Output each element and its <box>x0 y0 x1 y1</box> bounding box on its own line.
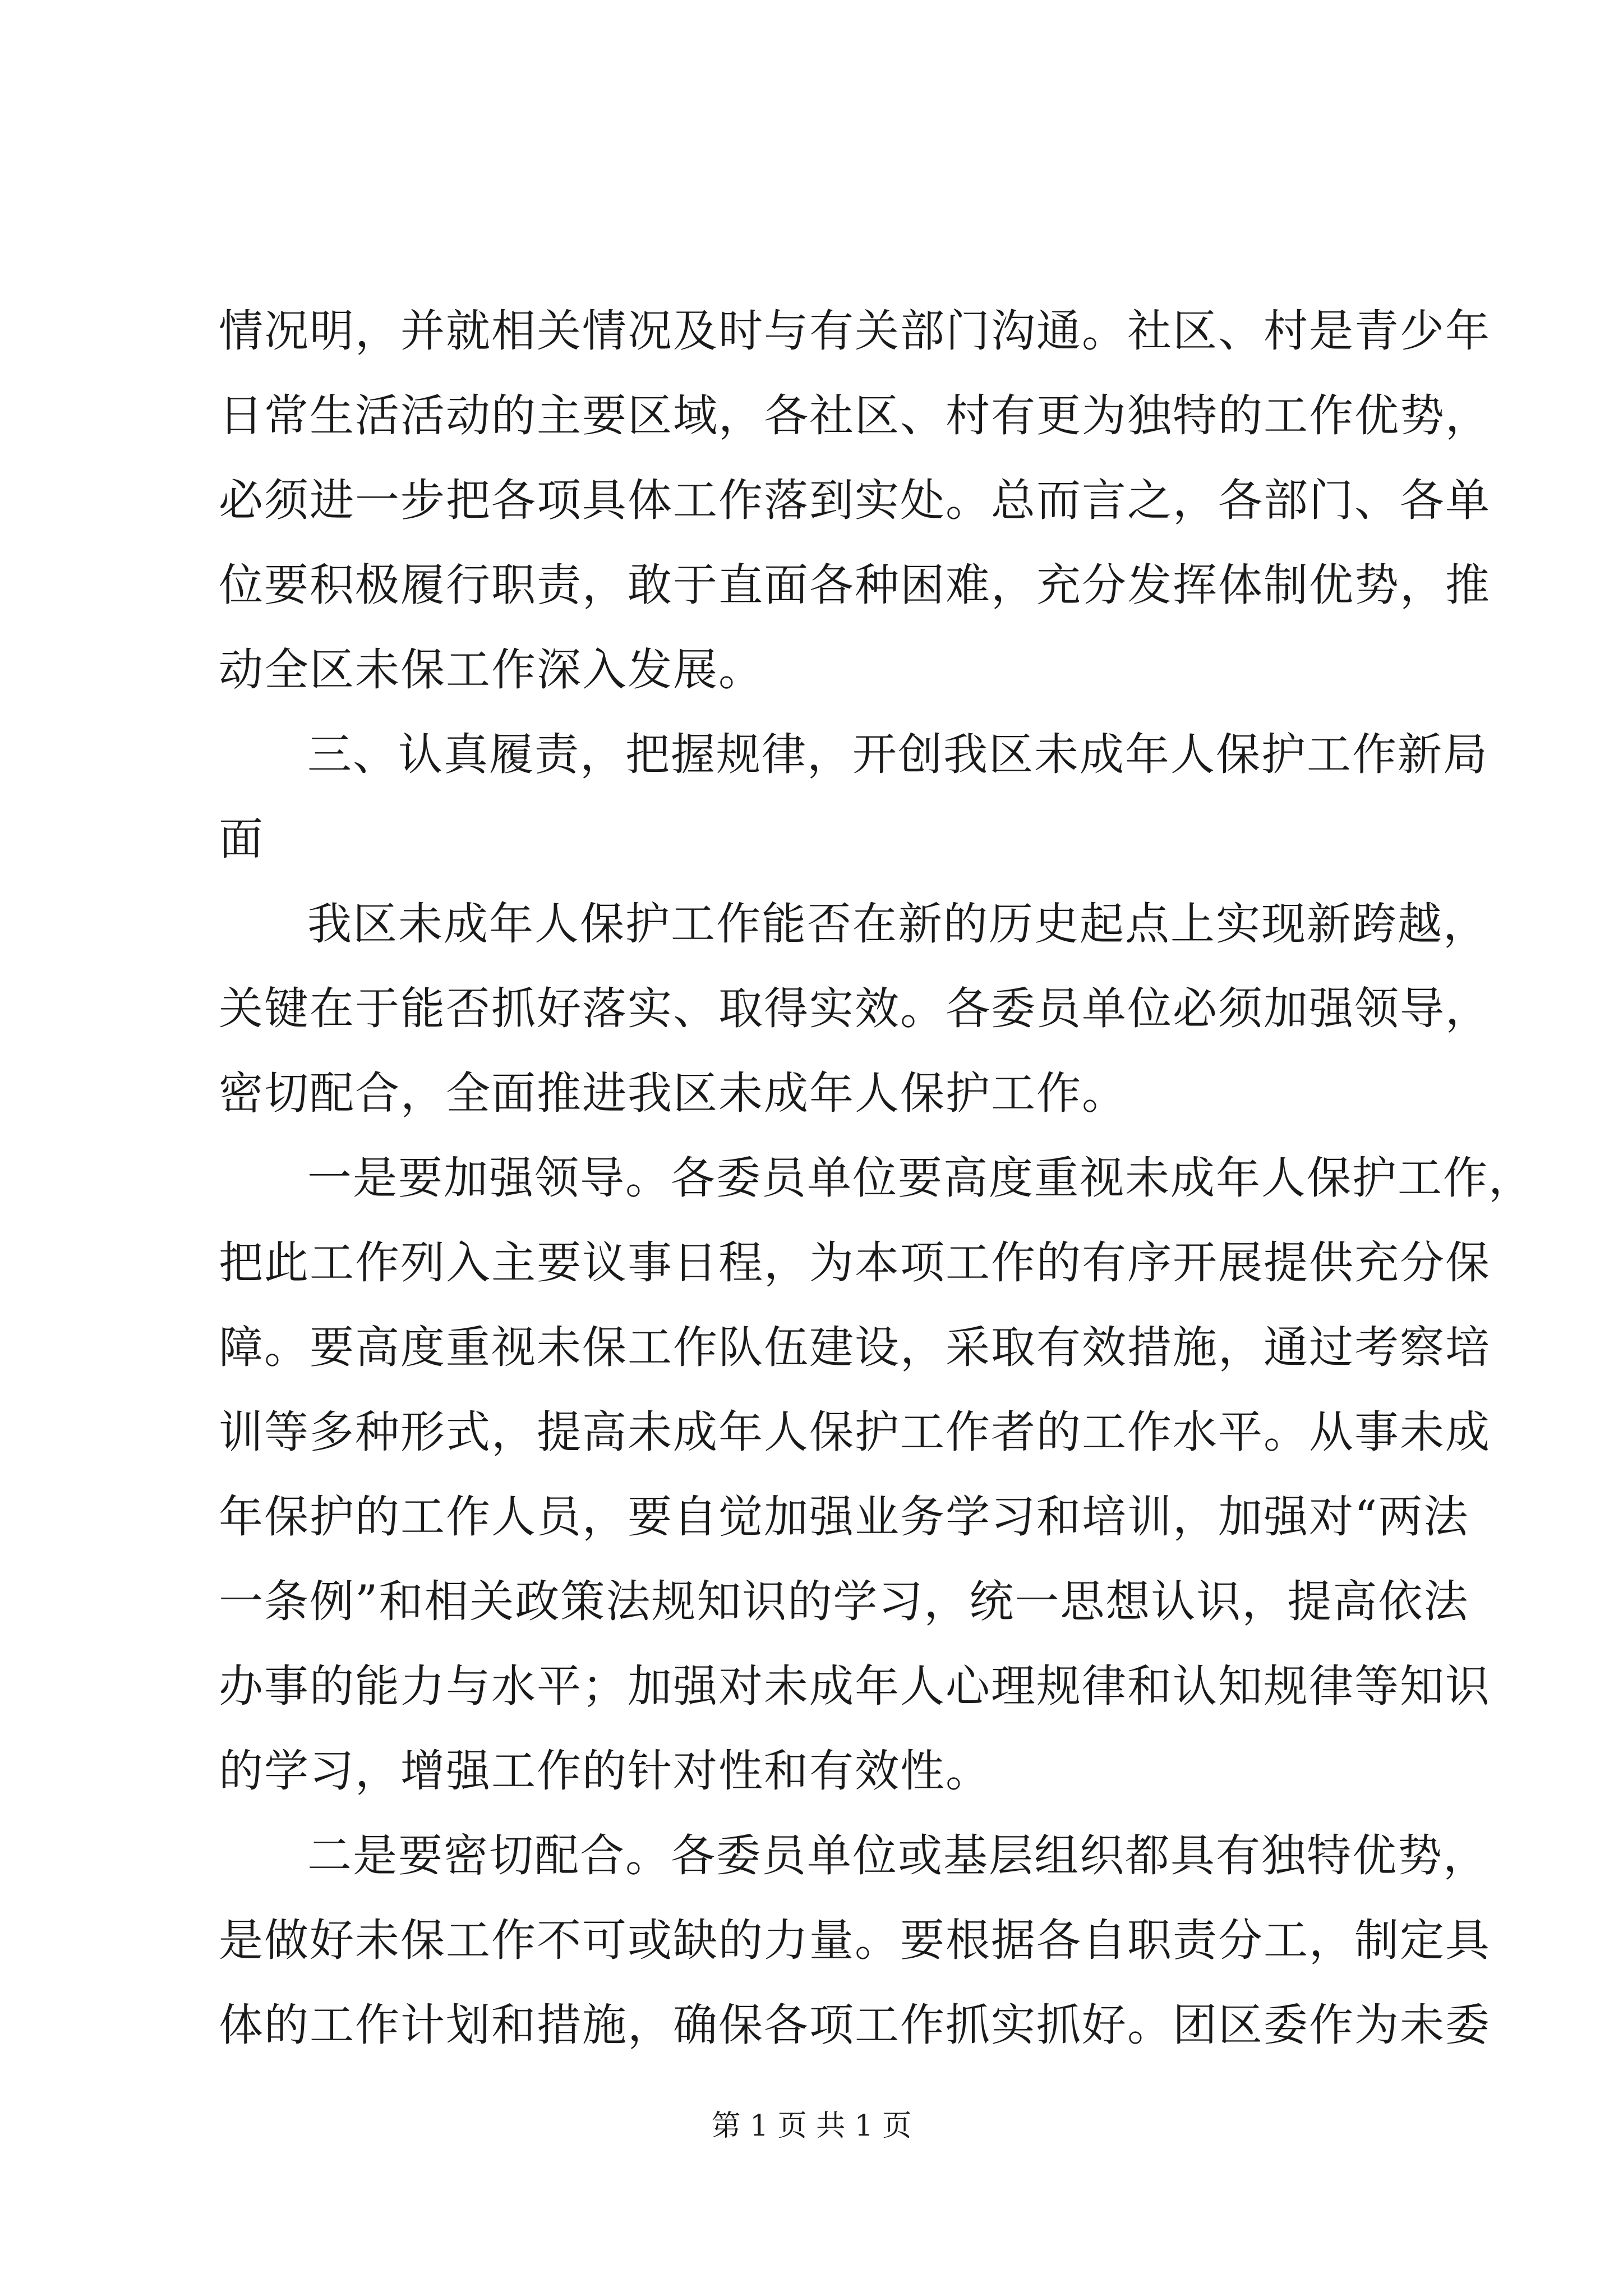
text-line: 障。要高度重视未保工作队伍建设，采取有效措施，通过考察培 <box>219 1322 1491 1373</box>
text-line: 训等多种形式，提高未成年人保护工作者的工作水平。从事未成 <box>219 1406 1491 1458</box>
text-line: 一条例”和相关政策法规知识的学习，统一思想认识，提高依法 <box>219 1576 1469 1627</box>
text-line: 把此工作列入主要议事日程，为本项工作的有序开展提供充分保 <box>219 1237 1491 1289</box>
section-heading: 三、认真履责，把握规律，开创我区未成年人保护工作新局 <box>307 729 1488 780</box>
text-line: 一是要加强领导。各委员单位要高度重视未成年人保护工作， <box>307 1152 1534 1204</box>
text-line: 二是要密切配合。各委员单位或基层组织都具有独特优势， <box>307 1830 1488 1881</box>
text-line: 我区未成年人保护工作能否在新的历史起点上实现新跨越， <box>307 898 1488 950</box>
section-heading-continued: 面 <box>219 813 264 865</box>
text-line: 的学习，增强工作的针对性和有效性。 <box>219 1745 991 1797</box>
text-line: 位要积极履行职责，敢于直面各种困难，充分发挥体制优势，推 <box>219 559 1491 611</box>
text-line: 体的工作计划和措施，确保各项工作抓实抓好。团区委作为未委 <box>219 1999 1491 2051</box>
text-line: 必须进一步把各项具体工作落到实处。总而言之，各部门、各单 <box>219 475 1491 526</box>
text-line: 是做好未保工作不可或缺的力量。要根据各自职责分工，制定具 <box>219 1915 1491 1966</box>
text-line: 动全区未保工作深入发展。 <box>219 644 764 696</box>
page-number-footer: 第 1 页 共 1 页 <box>711 2109 912 2143</box>
text-line: 办事的能力与水平；加强对未成年人心理规律和认知规律等知识 <box>219 1660 1491 1712</box>
text-line: 年保护的工作人员，要自觉加强业务学习和培训，加强对“两法 <box>219 1491 1469 1543</box>
text-line: 情况明，并就相关情况及时与有关部门沟通。社区、村是青少年 <box>219 305 1491 357</box>
text-line: 日常生活活动的主要区域，各社区、村有更为独特的工作优势， <box>219 390 1491 441</box>
text-line: 关键在于能否抓好落实、取得实效。各委员单位必须加强领导， <box>219 983 1491 1034</box>
text-line: 密切配合，全面推进我区未成年人保护工作。 <box>219 1068 1127 1119</box>
